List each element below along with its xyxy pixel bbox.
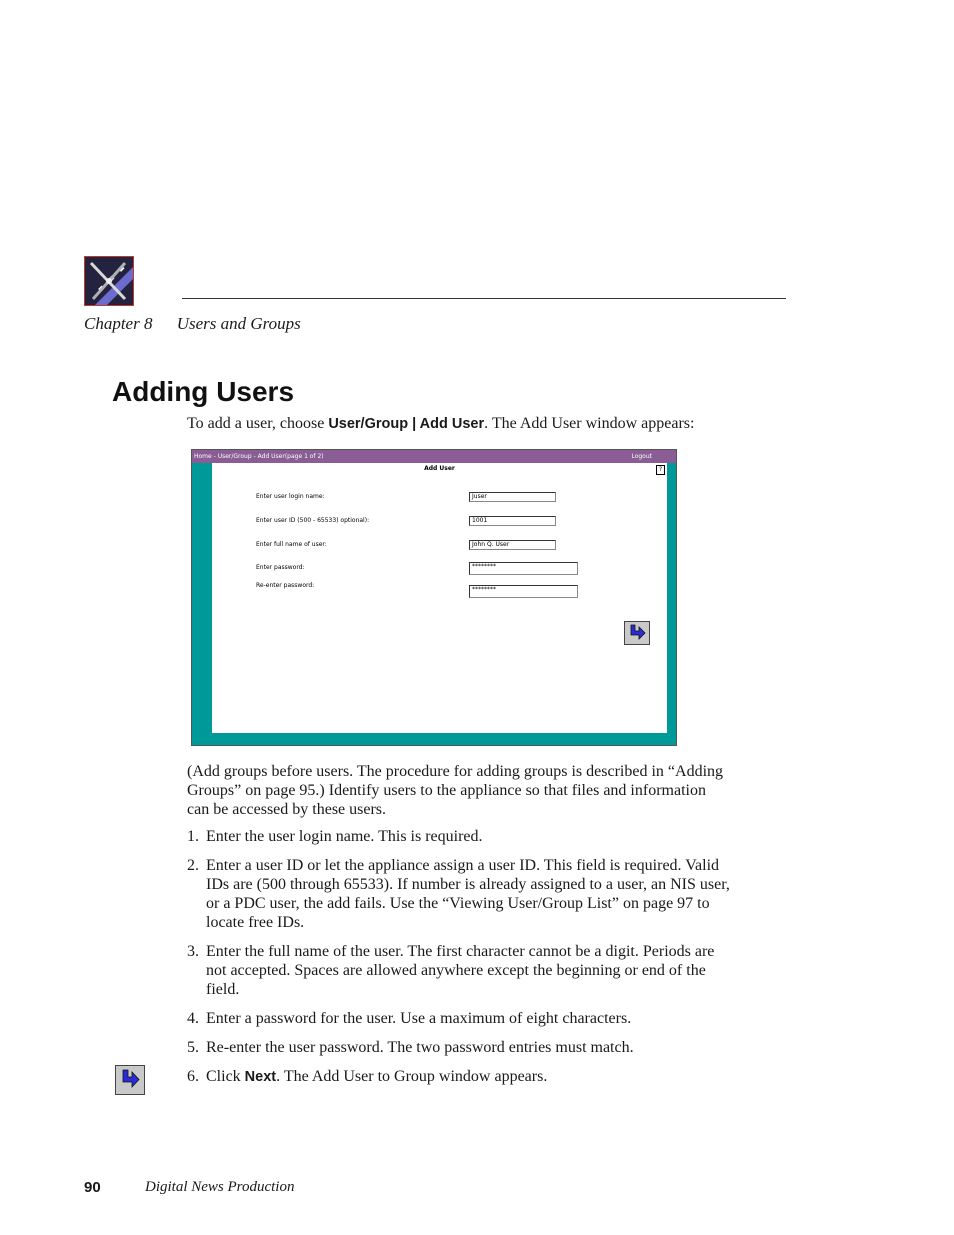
password-input[interactable]: ******** <box>469 562 578 575</box>
step-text: Enter a password for the user. Use a maximum of eight characters. <box>206 1010 632 1027</box>
full-name-input[interactable]: John Q. User <box>469 540 556 550</box>
login-name-label: Enter user login name: <box>256 493 325 500</box>
next-button-margin-icon <box>115 1065 145 1095</box>
step-text: Enter the user login name. This is required. <box>206 828 483 845</box>
step-text: Re-enter the user password. The two password entries must match. <box>206 1039 634 1056</box>
step-number: 4. <box>187 1010 199 1027</box>
step-text: Enter the full name of the user. The first character cannot be a digit. Periods are not accepted. Spaces are allowed anywhere except the beginning or end of the field. <box>206 943 715 998</box>
section-title: Adding Users <box>112 376 295 407</box>
book-title: Digital News Production <box>145 1179 295 1195</box>
note-paragraph: (Add groups before users. The procedure for adding groups is described in “Adding Groups” on page 95.) Identify users to the appliance so that files and information can be accessed by these users. <box>187 763 724 818</box>
step-number: 1. <box>187 828 199 845</box>
header-rule <box>182 298 786 299</box>
intro-paragraph <box>187 414 732 434</box>
step-number: 3. <box>187 943 199 960</box>
window-title-bar <box>192 450 676 463</box>
form-panel <box>212 463 667 733</box>
user-id-input[interactable]: 1001 <box>469 516 556 526</box>
breadcrumb[interactable]: Home - User/Group - Add User(page 1 of 2) <box>194 453 324 460</box>
chapter-label: Chapter 8 <box>84 314 153 333</box>
step-number: 6. <box>187 1068 199 1085</box>
list-item <box>187 856 732 932</box>
page-number: 90 <box>84 1179 101 1196</box>
step-text-after: . The Add User to Group window appears. <box>276 1068 548 1085</box>
product-logo-icon <box>84 256 134 306</box>
list-item <box>187 1067 732 1087</box>
next-ui-label: Next <box>244 1069 277 1085</box>
password-label: Enter password: <box>256 564 305 571</box>
step-number: 5. <box>187 1039 199 1056</box>
reenter-password-input[interactable]: ******** <box>469 585 578 598</box>
add-user-window-screenshot <box>191 449 677 746</box>
intro-before: To add a user, choose <box>187 415 329 432</box>
next-arrow-icon <box>625 622 649 644</box>
menu-path: User/Group | Add User <box>328 416 485 432</box>
next-arrow-icon <box>116 1066 144 1094</box>
running-header <box>84 314 301 334</box>
list-item <box>187 827 732 846</box>
steps-list <box>187 827 732 1097</box>
next-button[interactable] <box>624 621 650 645</box>
logout-link[interactable]: Logout <box>631 453 652 460</box>
form-title: Add User <box>424 465 455 472</box>
step-text: Enter a user ID or let the appliance assign a user ID. This field is required. Valid IDs are (500 through 65533). If number is already assigned to a user, an NIS user, or a PDC user, the add fails. Use the “Viewing User/Group List” on page 97 to locate free IDs. <box>206 857 730 931</box>
chapter-title: Users and Groups <box>176 314 301 333</box>
list-item <box>187 1038 732 1057</box>
step-text-before: Click <box>206 1068 245 1085</box>
full-name-label: Enter full name of user: <box>256 541 327 548</box>
help-icon[interactable]: ? <box>656 465 665 475</box>
list-item <box>187 1009 732 1028</box>
reenter-password-label: Re-enter password: <box>256 582 315 589</box>
login-name-input[interactable]: Juser <box>469 492 556 502</box>
user-id-label: Enter user ID (500 - 65533) optional): <box>256 517 370 524</box>
step-number: 2. <box>187 857 199 874</box>
list-item <box>187 942 732 999</box>
intro-after: . The Add User window appears: <box>484 415 695 432</box>
